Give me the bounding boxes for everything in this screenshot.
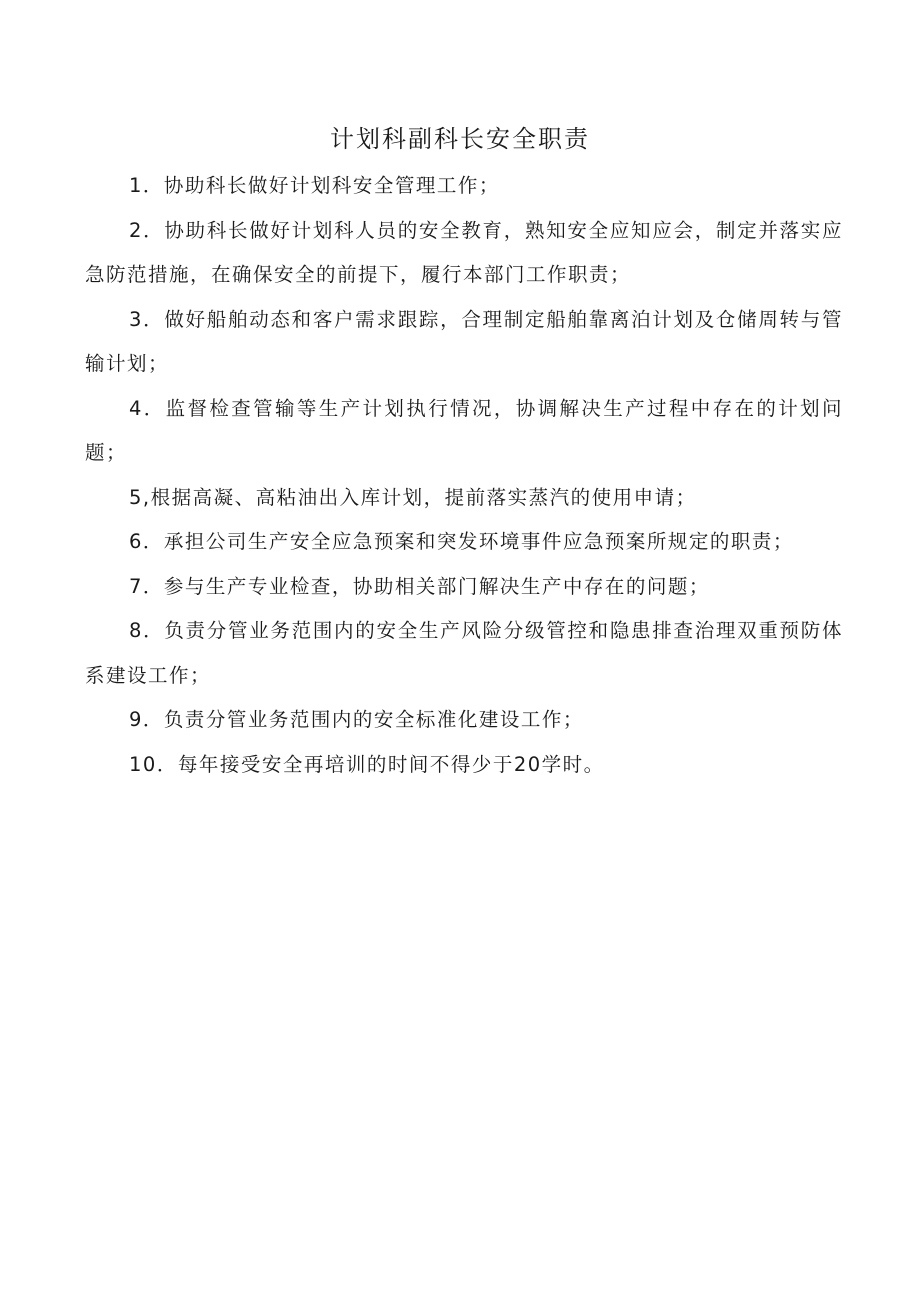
duty-item-5: 5,根据高凝、高粘油出入库计划，提前落实蒸汽的使用申请； bbox=[129, 485, 697, 509]
duty-item-6: 6．承担公司生产安全应急预案和突发环境事件应急预案所规定的职责； bbox=[129, 530, 794, 553]
duty-list bbox=[85, 164, 843, 787]
duty-item-2: 2．协助科长做好计划科人员的安全教育，熟知安全应知应会，制定并落实应急防范措施，在确保安全的前提下，履行本部门工作职责； bbox=[85, 218, 843, 286]
duty-item-1: 1．协助科长做好计划科安全管理工作； bbox=[129, 174, 500, 197]
duty-item-3: 3．做好船舶动态和客户需求跟踪，合理制定船舶靠离泊计划及仓储周转与管输计划； bbox=[85, 307, 843, 375]
duty-item-7: 7．参与生产专业检查，协助相关部门解决生产中存在的问题； bbox=[129, 574, 710, 598]
duty-item-8: 8．负责分管业务范围内的安全生产风险分级管控和隐患排查治理双重预防体系建设工作； bbox=[85, 619, 843, 687]
document-title: 计划科副科长安全职责 bbox=[330, 125, 590, 153]
duty-item-10: 10．每年接受安全再培训的时间不得少于20学时。 bbox=[129, 752, 605, 776]
duty-item-9: 9．负责分管业务范围内的安全标准化建设工作； bbox=[129, 708, 584, 731]
duty-item-4: 4．监督检查管输等生产计划执行情况，协调解决生产过程中存在的计划问题； bbox=[85, 396, 843, 464]
